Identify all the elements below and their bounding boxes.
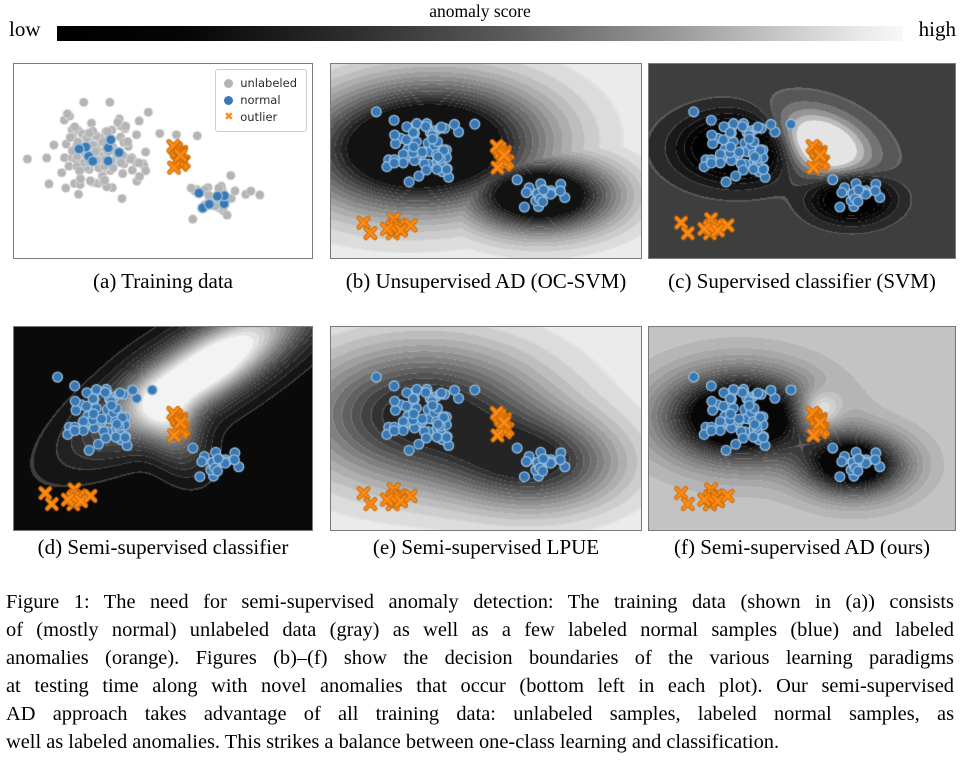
panel-f-canvas (649, 327, 955, 530)
outlier-marker-icon: ✖ (224, 110, 234, 123)
legend-label: normal (240, 93, 281, 107)
panel-c-svm (648, 63, 956, 259)
panel-f-caption: (f) Semi-supervised AD (ours) (673, 535, 931, 559)
figure-caption-line: of (mostly normal) unlabeled data (gray) as well as a few labeled normal samples (blue) and labeled (6, 619, 954, 641)
figure-caption (6, 588, 954, 756)
panel-b-caption: (b) Unsupervised AD (OC-SVM) (345, 269, 627, 293)
legend-label: unlabeled (240, 76, 297, 90)
panel-c-canvas (649, 64, 955, 258)
colorbar-gradient (57, 26, 903, 41)
legend-item-unlabeled (224, 75, 297, 92)
panel-e-caption: (e) Semi-supervised LPUE (372, 535, 600, 559)
panel-d-caption: (d) Semi-supervised classifier (37, 535, 289, 559)
normal-marker-icon (224, 96, 233, 105)
colorbar-title: anomaly score (429, 1, 531, 21)
panel-a-caption: (a) Training data (93, 269, 233, 293)
figure-caption-line: Figure 1: The need for semi-supervised anomaly detection: The training data (shown in (a)) consists (6, 591, 954, 613)
figure-caption-line: well as labeled anomalies. This strikes a balance between one-class learning and classification. (6, 731, 780, 753)
panel-c-caption: (c) Supervised classifier (SVM) (668, 269, 936, 293)
colorbar-low-label: low (9, 17, 41, 41)
panel-e-canvas (331, 327, 641, 530)
legend-item-normal (224, 92, 297, 109)
panel-d-semisup-classifier (13, 326, 313, 531)
panel-b-ocsvm (330, 63, 642, 259)
panel-a-training-data (13, 63, 313, 259)
legend-label: outlier (240, 110, 278, 124)
legend (215, 69, 307, 132)
panel-b-canvas (331, 64, 641, 258)
figure-caption-line: anomalies (orange). Figures (b)–(f) show the decision boundaries of the various learning paradigms (6, 647, 954, 669)
panel-f-semisup-ad (648, 326, 956, 531)
panel-e-lpue (330, 326, 642, 531)
panel-d-canvas (14, 327, 312, 530)
figure-caption-line: at testing time along with novel anomalies that occur (bottom left in each plot). Our semi-supervised (6, 675, 954, 697)
legend-item-outlier (224, 109, 297, 126)
unlabeled-marker-icon (224, 79, 233, 88)
figure-caption-line: AD approach takes advantage of all training data: unlabeled samples, labeled normal samples, as (6, 703, 954, 725)
colorbar-high-label: high (918, 17, 956, 41)
